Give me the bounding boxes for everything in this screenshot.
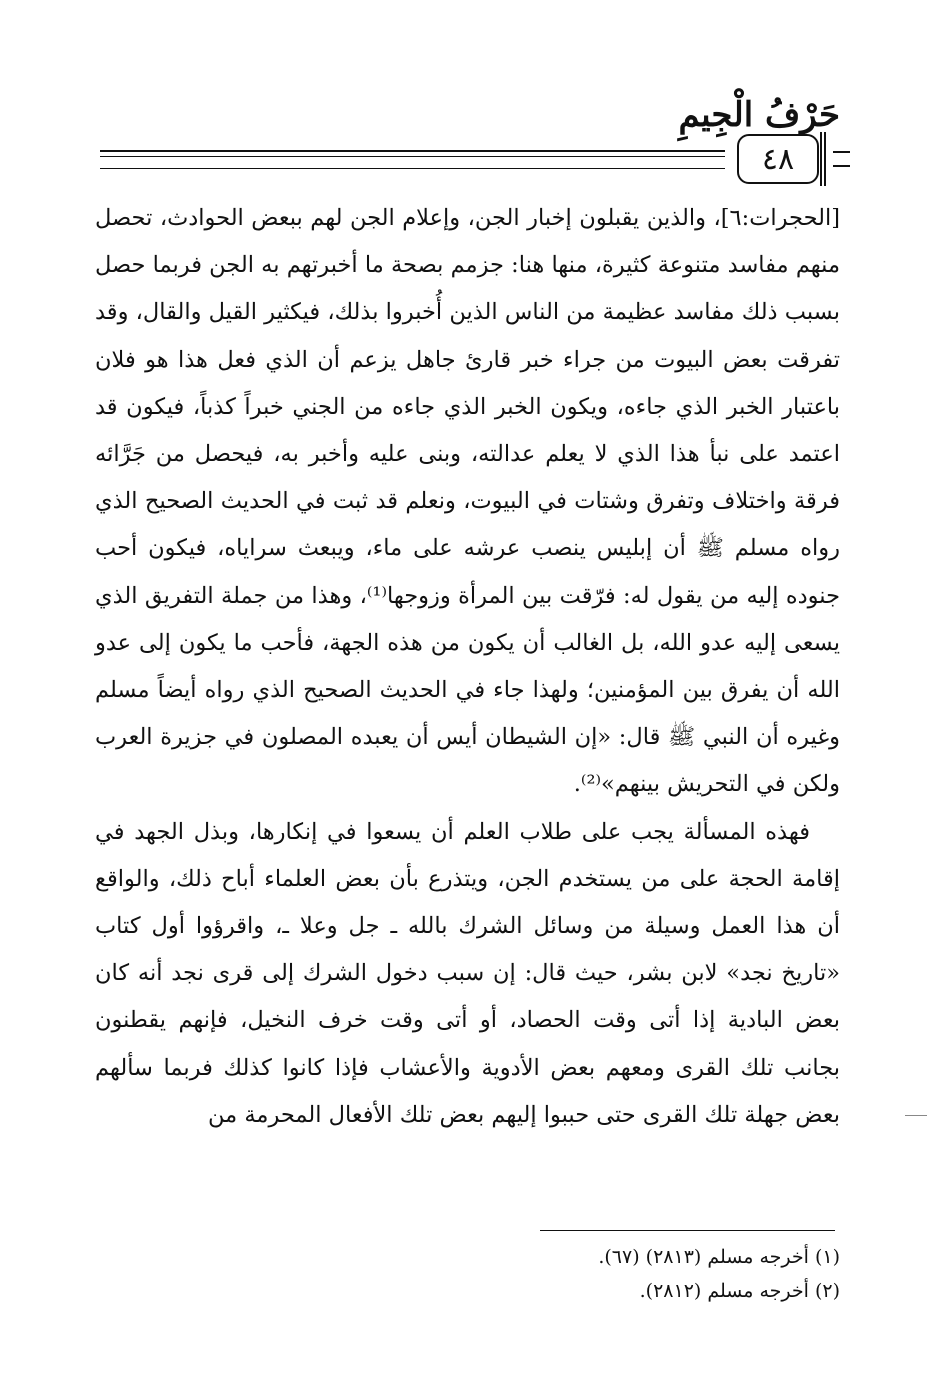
header-rule [100,156,725,157]
chapter-title: حَرْفُ الْجِيمِ [678,95,840,135]
header-rule [100,150,725,152]
header-rule-tick [833,151,850,153]
paragraph: [الحجرات:٦]، والذين يقبلون إخبار الجن، وإعلام الجن لهم ببعض الحوادث، تحصل منهم مفاسد متنوعة كثيرة، منها هنا: جزمم بصحة ما أخبرتهم به الجن فربما حصل بسبب ذلك مفاسد عظيمة من الناس الذين أُخبروا بذلك، فيكثير القيل والقال، وقد تفرقت بعض البيوت من جراء خبر قارئ جاهل يزعم أن الذي فعل هذا هو فلان باعتبار الخبر الذي جاءه، ويكون الخبر الذي جاءه من الجني خبراً كذباً، فيكون قد اعتمد على نبأ هذا الذي لا يعلم عدالته، وبنى عليه وأخبر به، فيحصل من جَرَّائه فرقة واختلاف وتفرق وشتات في البيوت، ونعلم قد ثبت في الحديث الصحيح الذي رواه مسلم ﷺ أن إبليس ينصب عرشه على ماء، ويبعث سراياه، فيكون أحب جنوده إليه من يقول له: فرّقت بين المرأة وزوجها⁽¹⁾، وهذا من جملة التفريق الذي يسعى إليه عدو الله، بل الغالب أن يكون من هذه الجهة، فأحب ما يكون إلى عدو الله أن يفرق بين المؤمنين؛ ولهذا جاء في الحديث الصحيح الذي رواه أيضاً مسلم وغيره أن النبي ﷺ قال: «إن الشيطان أيس أن يعبده المصلون في جزيرة العرب ولكن في التحريش بينهم»⁽²⁾. [95,205,840,798]
main-text [95,195,840,1139]
footnote: (١) أخرجه مسلم (٢٨١٣) (٦٧). [598,1246,840,1268]
header-rule-tick [833,165,850,167]
page-number-frame [820,132,826,186]
footnote-divider [540,1230,835,1231]
scan-mark [905,1115,927,1116]
header-rule [100,168,725,169]
footnote: (٢) أخرجه مسلم (٢٨١٢). [639,1280,840,1302]
page-number: ٤٨ [737,134,819,184]
footnotes [440,1240,840,1308]
paragraph: فهذه المسألة يجب على طلاب العلم أن يسعوا في إنكارها، وبذل الجهد في إقامة الحجة على من يستخدم الجن، ويتذرع بأن بعض العلماء أباح ذلك، والواقع أن هذا العمل وسيلة من وسائل الشرك بالله ـ جل وعلا ـ، واقرؤوا أول كتاب «تاريخ نجد» لابن بشر، حيث قال: إن سبب دخول الشرك إلى قرى نجد أنه كان بعض البادية إذا أتى وقت الحصاد، أو أتى وقت خرف النخيل، فإنهم يقطنون بجانب تلك القرى ومعهم بعض الأدوية والأعشاب فإذا كانوا كذلك فربما سألهم بعض جهلة تلك القرى حتى حببوا إليهم بعض تلك الأفعال المحرمة من [95,818,840,1128]
